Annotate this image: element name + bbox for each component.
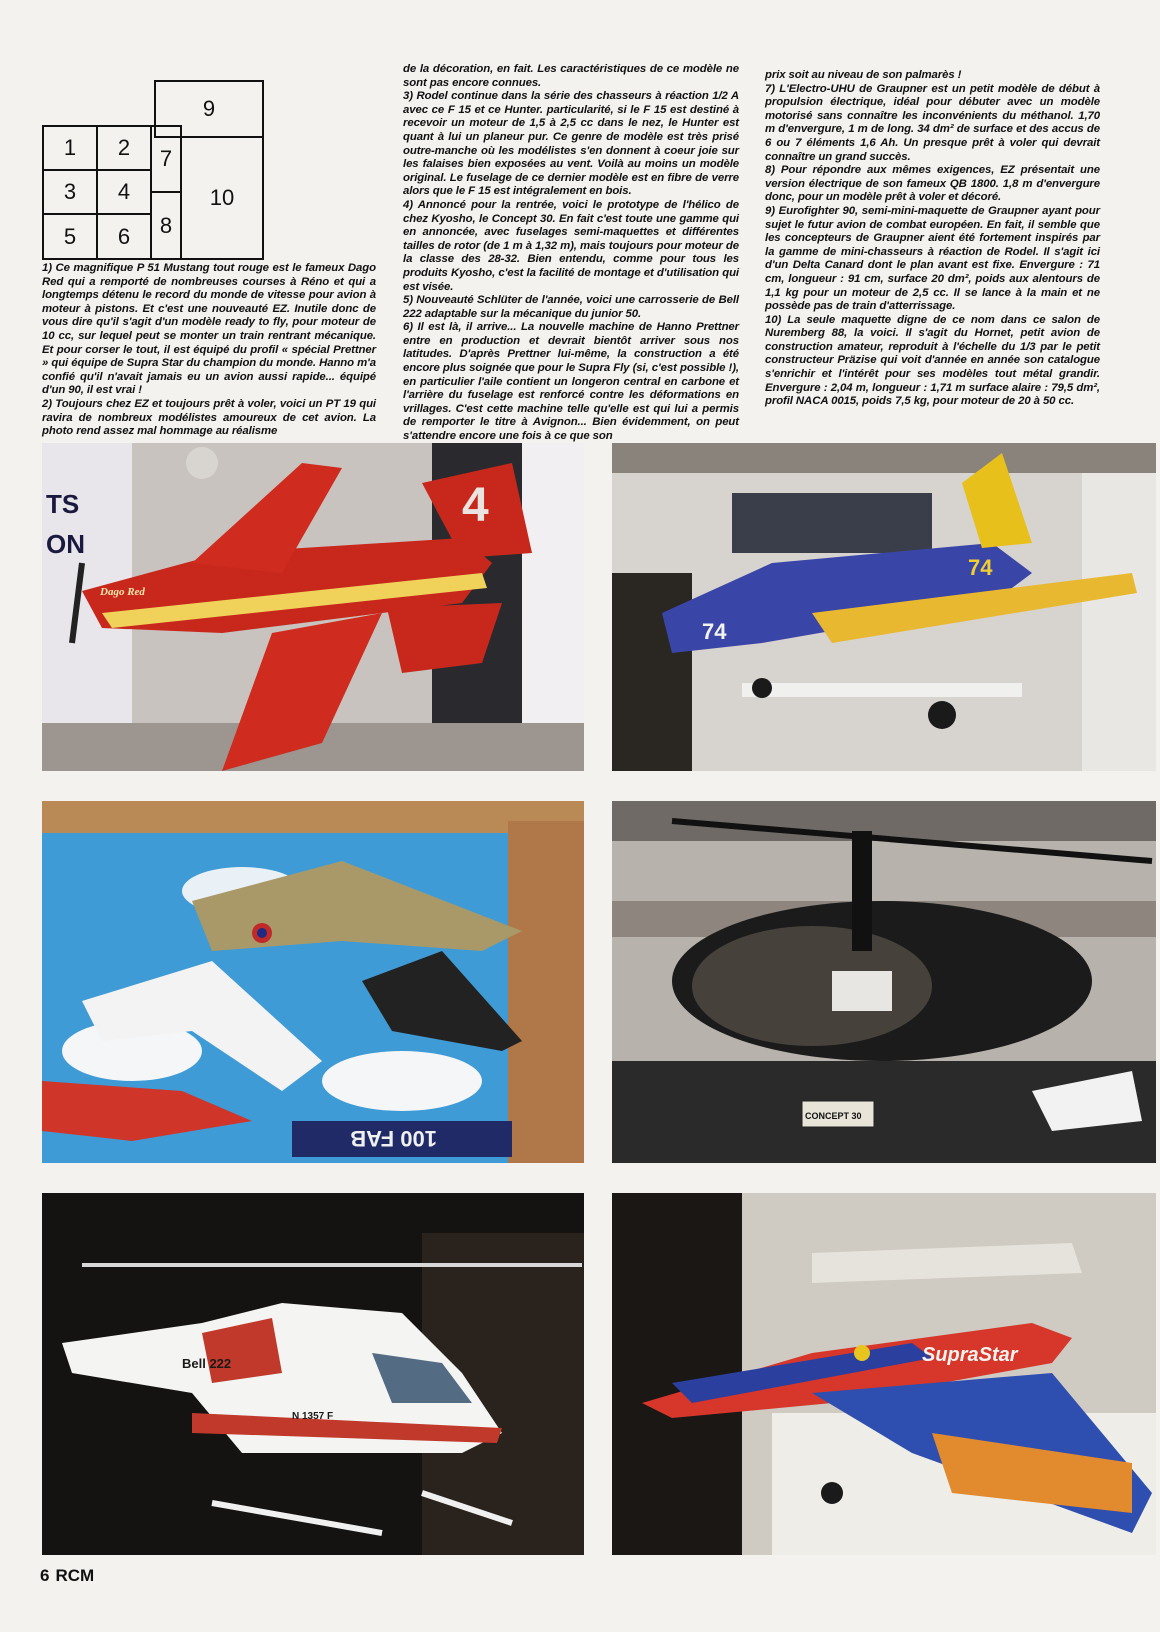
legend-cell-4: 4 [96,169,152,215]
caption-10: 10) La seule maquette digne de ce nom dans ce salon de Nuremberg 88, la voici. Il s'agit du Hornet, petit avion de construction amateur, reproduit à l'échelle du 1/3 par le petit constructeur Präzise qui voit d'année en année son catalogue s'enrichir et l'intérêt pour ses modèles tout métal grandir. Envergure : 2,04 m, longueur : 1,71 m surface alaire : 79,5 dm², profil NACA 0015, poids 7,5 kg, pour moteur de 20 à 50 cc. [765,313,1100,408]
caption-7: 7) L'Electro-UHU de Graupner est un petit modèle de début à propulsion électrique, idéal pour débuter avec un modèle motorisé sans connaître les inconvénients du méthanol. 1,70 m d'envergure, 1 m de long. 34 dm² de surface et des accus de 6 ou 7 éléments 1,6 Ah. Un presque prêt à voler qui devrait connaître un grand succès. [765,82,1100,163]
photo5-registration: N 1357 F [292,1411,334,1422]
caption-2-continued: de la décoration, en fait. Les caractéristiques de ce modèle ne sont pas encore connues. [403,63,739,89]
legend-cell-1: 1 [42,125,98,171]
caption-3: 3) Rodel continue dans la série des chasseurs à réaction 1/2 A avec ce F 15 et ce Hunter. particularité, si le F 15 est destiné à recevoir un moteur de 1,5 à 2,5 cc dans le nez, le Hunter est quant à lui un planeur pur. Ce genre de modèle est très prisé outre-manche où les modélistes s'en donnent à coeur joie sur les falaises bien exposées au vent. Voilà au moins un modèle original. Le fuselage de ce dernier modèle est en fibre de verre alors que le F 15 est intégralement en bois. [403,90,739,198]
caption-9: 9) Eurofighter 90, semi-mini-maquette de Graupner ayant pour sujet le futur avion de combat européen. En fait, il semble que les concepteurs de Graupner aient été fortement inspirés par la gamme de mini-chasseurs à réaction de Rodel. Il s'agit ici d'un Delta Canard dont le plan avant est fixe. Envergure : 71 cm, longueur : 91 cm, surface 20 dm², poids aux alentours de 1,1 kg pour un moteur de 2,5 cc. Il se lance à la main et ne possède pas de train d'atterrissage. [765,204,1100,313]
legend-cell-10: 10 [180,136,264,260]
photo3-wing-marking: 100 FAB [350,1126,437,1151]
photo2-tail-number: 74 [968,555,993,580]
caption-2: 2) Toujours chez EZ et toujours prêt à voler, voici un PT 19 qui ravira de nombreux modélistes amoureux de cet avion. La photo rend assez mal hommage au réalisme [42,397,376,438]
photo-concept30-helicopter [612,801,1156,1163]
legend-cell-8: 8 [150,191,182,260]
photo-supra-star [612,1193,1156,1555]
caption-5: 5) Nouveauté Schlüter de l'année, voici une carrosserie de Bell 222 adaptable sur la mécanique du junior 50. [403,294,739,320]
caption-6: 6) Il est là, il arrive... La nouvelle machine de Hanno Prettner entre en production et devrait bientôt arriver sous nos latitudes. D'après Prettner lui-même, la construction a été encore plus soignée que pour le Supra Fly (si, c'est possible !), en particulier l'aile contient un longeron central en carbone et l'arrière du fuselage est renforcé contre les déformations en vrillages. C'est cette machine telle qu'elle est qui lui a permis de remporter le titre à Avignon... Bien évidemment, on peut s'attendre encore une fois à ce que son [403,321,739,443]
legend-cell-7: 7 [150,125,182,193]
legend-cell-3: 3 [42,169,98,215]
caption-8: 8) Pour répondre aux mêmes exigences, EZ présentait une version électrique de son fameux QB 1800. 1,8 m d'envergure donc, pour un modèle prêt à voler et décoré. [765,164,1100,204]
caption-1: 1) Ce magnifique P 51 Mustang tout rouge est le fameux Dago Red qui a remporté de nombreuses courses à Réno et qui a longtemps détenu le record du monde de vitesse pour avion à moteur à pistons. Et c'est une nouveauté EZ. Inutile donc de vous dire qu'il s'agit d'un modèle ready to fly, pour moteur de 10 cc, sur lequel peut se monter un train rentrant mécanique. Et pour corser le tout, il est équipé du profil « spécial Prettner » qui équipe de Supra Star du champion du monde. Hanno m'a confié qu'il n'avait jamais eu un avion aussi rapide... équipé d'un 90, il est vrai ! [42,262,376,397]
photo-pt19 [612,443,1156,771]
photo1-sign-line1: TS [46,489,80,519]
legend-cell-9: 9 [154,80,264,138]
page-number: 6 [40,1566,50,1585]
photo-bell-222 [42,1193,584,1555]
page-footer [40,1566,94,1586]
legend-cell-6: 6 [96,213,152,260]
caption-6-continued: prix soit au niveau de son palmarès ! [765,69,962,81]
photo5-badge: Bell 222 [182,1356,232,1371]
photo4-sign: CONCEPT 30 [805,1111,862,1121]
magazine-name: RCM [55,1566,95,1585]
legend-cell-2: 2 [96,125,152,171]
photo6-logo: SupraStar [922,1344,1018,1366]
photo2-fuselage-number: 74 [702,619,727,644]
caption-4: 4) Annoncé pour la rentrée, voici le prototype de l'hélico de chez Kyosho, le Concept 30. En fait c'est toute une gamme qui en annoncée, avec fuselages semi-maquettes et différentes tailles de rotor (de 1 m à 1,32 m), mais toujours pour moteur de la classe des 28-32. Bien entendu, comme pour tous les produits Kyosho, c'est la facilité de montage et d'utilisation qui est visée. [403,198,739,293]
legend-cell-5: 5 [42,213,98,260]
photo1-race-number: 4 [462,479,489,532]
text-column-3 [765,69,1100,409]
text-column-1 [42,262,376,439]
text-column-2 [403,63,739,444]
photo-index-diagram [42,80,278,260]
photo-mustang-dago-red [42,443,584,771]
photo1-nose-art: Dago Red [100,586,145,598]
photo1-sign-line2: ON [46,529,85,559]
photo-rodel-jets [42,801,584,1163]
